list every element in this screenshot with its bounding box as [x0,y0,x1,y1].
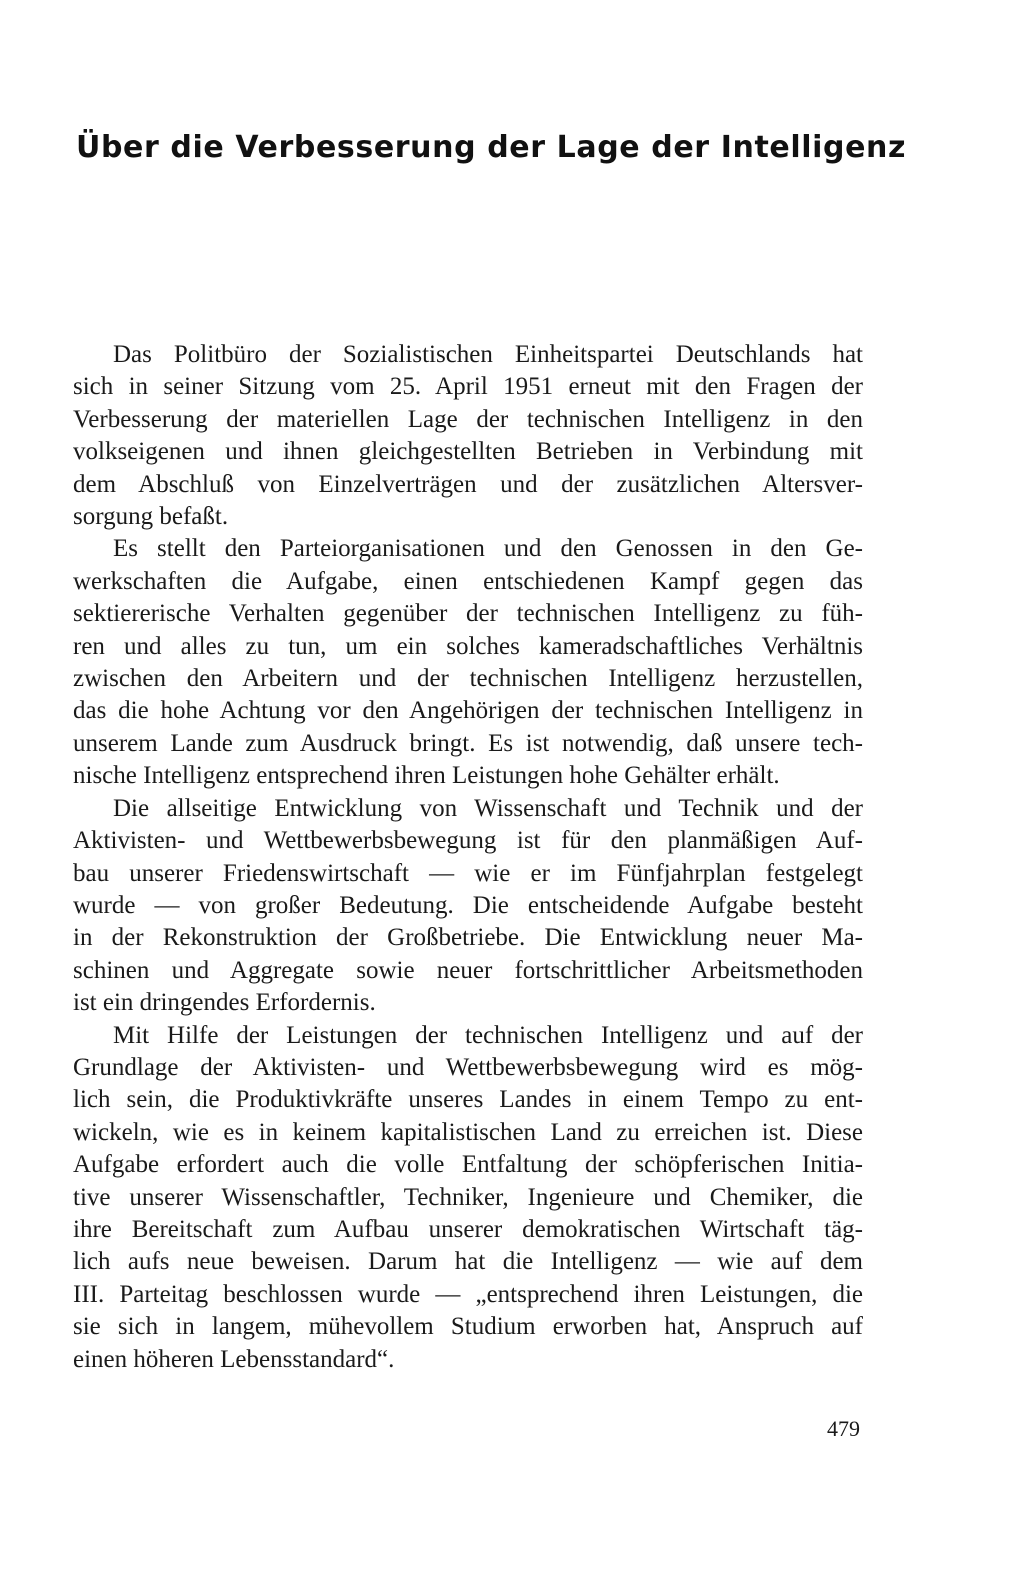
text-line: zwischen den Arbeitern und der technischen Intelligenz herzustellen, [73,665,863,693]
paragraph [73,793,863,1020]
text-line: in der Rekonstruktion der Großbetriebe. Die Entwicklung neuer Ma- [73,924,863,952]
text-line: sorgung befaßt. [73,503,229,531]
text-line: schinen und Aggregate sowie neuer fortschrittlicher Arbeitsmethoden [73,956,863,984]
text-line: sektiererische Verhalten gegenüber der technischen Intelligenz zu füh- [73,600,863,628]
text-line: ren und alles zu tun, um ein solches kameradschaftliches Verhältnis [73,632,863,660]
page-number: 479 [827,1416,860,1441]
text-line: lich sein, die Produktivkräfte unseres Landes in einem Tempo zu ent- [73,1086,863,1114]
text-line: einen höheren Lebensstandard“. [73,1345,395,1373]
text-line: nische Intelligenz entsprechend ihren Leistungen hohe Gehälter erhält. [73,762,780,790]
text-line: dem Abschluß von Einzelverträgen und der zusätzlichen Altersver- [73,470,863,498]
text-line: werkschaften die Aufgabe, einen entschiedenen Kampf gegen das [73,567,863,595]
text-line: ihre Bereitschaft zum Aufbau unserer demokratischen Wirtschaft täg- [73,1215,863,1243]
text-line: lich aufs neue beweisen. Darum hat die Intelligenz — wie auf dem [73,1248,863,1276]
text-line: Das Politbüro der Sozialistischen Einheitspartei Deutschlands hat [113,341,863,368]
paragraph [73,339,863,533]
text-line: Die allseitige Entwicklung von Wissenschaft und Technik und der [113,794,863,822]
text-line: bau unserer Friedenswirtschaft — wie er im Fünfjahrplan festgelegt [73,859,863,887]
text-line: das die hohe Achtung vor den Angehörigen der technischen Intelligenz in [73,697,863,725]
document-title: Über die Verbesserung der Lage der Intelligenz [76,130,907,166]
text-line: Grundlage der Aktivisten- und Wettbewerbsbewegung wird es mög- [73,1053,863,1081]
paragraph [73,1020,863,1376]
text-line: Aufgabe erfordert auch die volle Entfaltung der schöpferischen Initia- [73,1151,863,1179]
paragraph [73,533,863,792]
text-line: sich in seiner Sitzung vom 25. April 1951 erneut mit den Fragen der [73,373,863,401]
text-line: wickeln, wie es in keinem kapitalistischen Land zu erreichen ist. Diese [73,1118,863,1146]
text-line: Es stellt den Parteiorganisationen und den Genossen in den Ge- [113,535,863,563]
text-line: wurde — von großer Bedeutung. Die entscheidende Aufgabe besteht [73,891,863,919]
text-line: Verbesserung der materiellen Lage der technischen Intelligenz in den [73,405,863,433]
text-line: III. Parteitag beschlossen wurde — „entsprechend ihren Leistungen, die [73,1280,863,1308]
text-line: ist ein dringendes Erfordernis. [73,989,376,1017]
text-line: volkseigenen und ihnen gleichgestellten Betrieben in Verbindung mit [73,438,863,466]
text-line: Aktivisten- und Wettbewerbsbewegung ist für den planmäßigen Auf- [73,827,863,855]
text-line: sie sich in langem, mühevollem Studium erworben hat, Anspruch auf [73,1313,863,1341]
body-text [73,339,863,1376]
text-line: unserem Lande zum Ausdruck bringt. Es ist notwendig, daß unsere tech- [73,729,863,757]
text-line: Mit Hilfe der Leistungen der technischen Intelligenz und auf der [113,1021,863,1049]
text-line: tive unserer Wissenschaftler, Techniker, Ingenieure und Chemiker, die [73,1183,863,1211]
